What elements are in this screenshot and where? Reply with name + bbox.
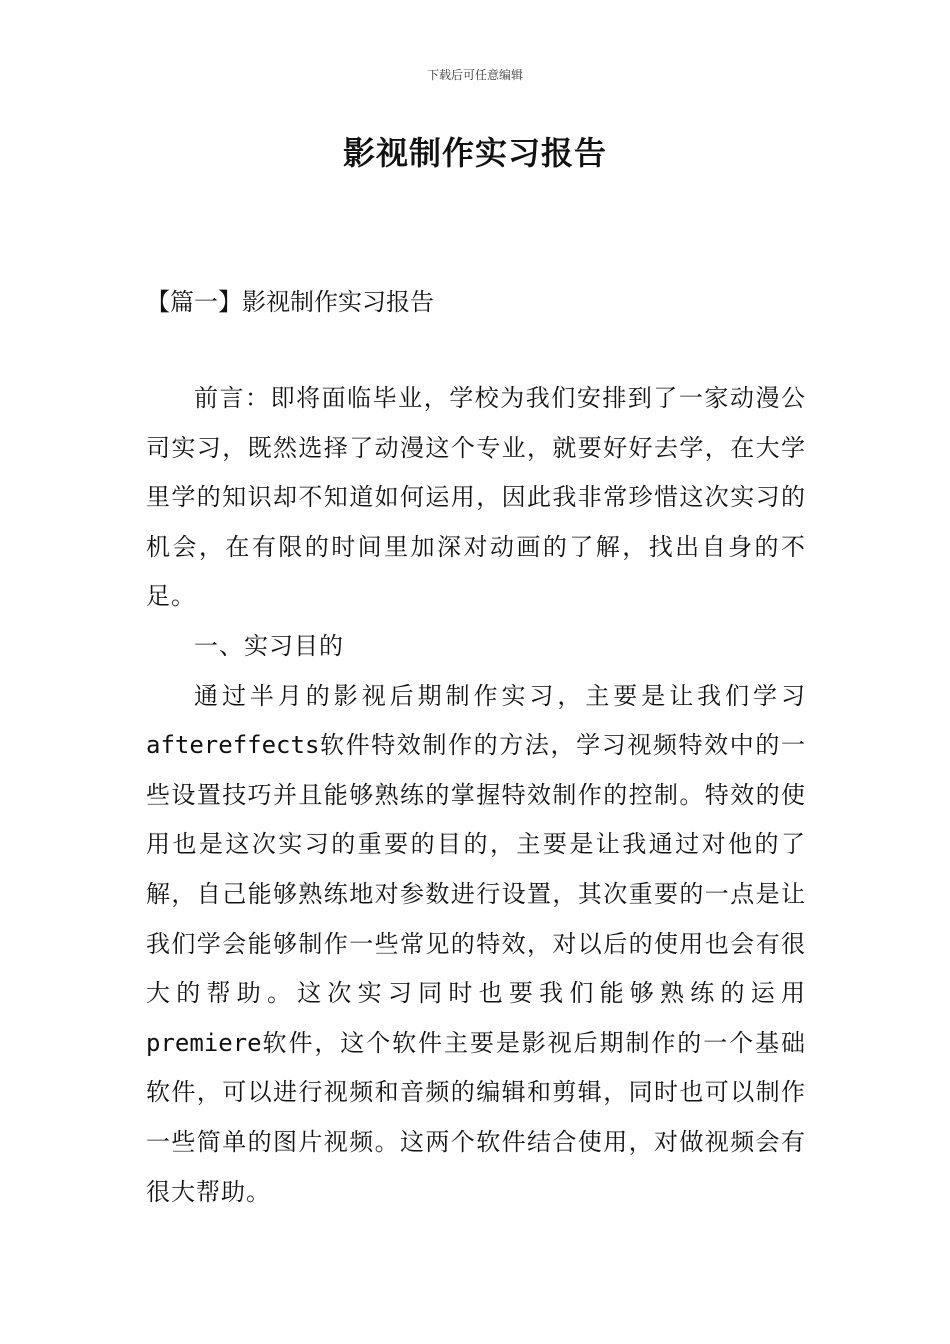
purpose-text-2: 软件特效制作的方法，学习视频特效中的一些设置技巧并且能够熟练的掌握特效制作的控制。特效的使用也是这次实习的重要的目的，主要是让我通过对他的了解，自己能够熟练地对参数进行设置，其次重要的一点是让我们学会能够制作一些常见的特效，对以后的使用也会有很大的帮助。这次实习同时也要我们能够熟练的运用 (146, 731, 806, 1008)
header-note: 下载后可任意编辑 (426, 68, 523, 82)
software-term-aftereffects: aftereffects (146, 731, 320, 760)
purpose-text-1: 通过半月的影视后期制作实习，主要是让我们学习 (194, 681, 806, 710)
purpose-paragraph (146, 672, 806, 1218)
page-title: 影视制作实习报告 (342, 134, 607, 172)
part-heading: 【篇一】影视制作实习报告 (146, 288, 434, 316)
document-body (146, 374, 806, 1217)
software-term-premiere: premiere (146, 1028, 262, 1057)
purpose-text-3: 软件，这个软件主要是影视后期制作的一个基础软件，可以进行视频和音频的编辑和剪辑，同时也可以制作一些简单的图片视频。这两个软件结合使用，对做视频会有很大帮助。 (146, 1028, 806, 1206)
preface-paragraph: 前言：即将面临毕业，学校为我们安排到了一家动漫公司实习，既然选择了动漫这个专业，就要好好去学，在大学里学的知识却不知道如何运用，因此我非常珍惜这次实习的机会，在有限的时间里加深对动画的了解，找出自身的不足。 (146, 384, 806, 611)
section-heading-purpose: 一、实习目的 (194, 631, 344, 660)
